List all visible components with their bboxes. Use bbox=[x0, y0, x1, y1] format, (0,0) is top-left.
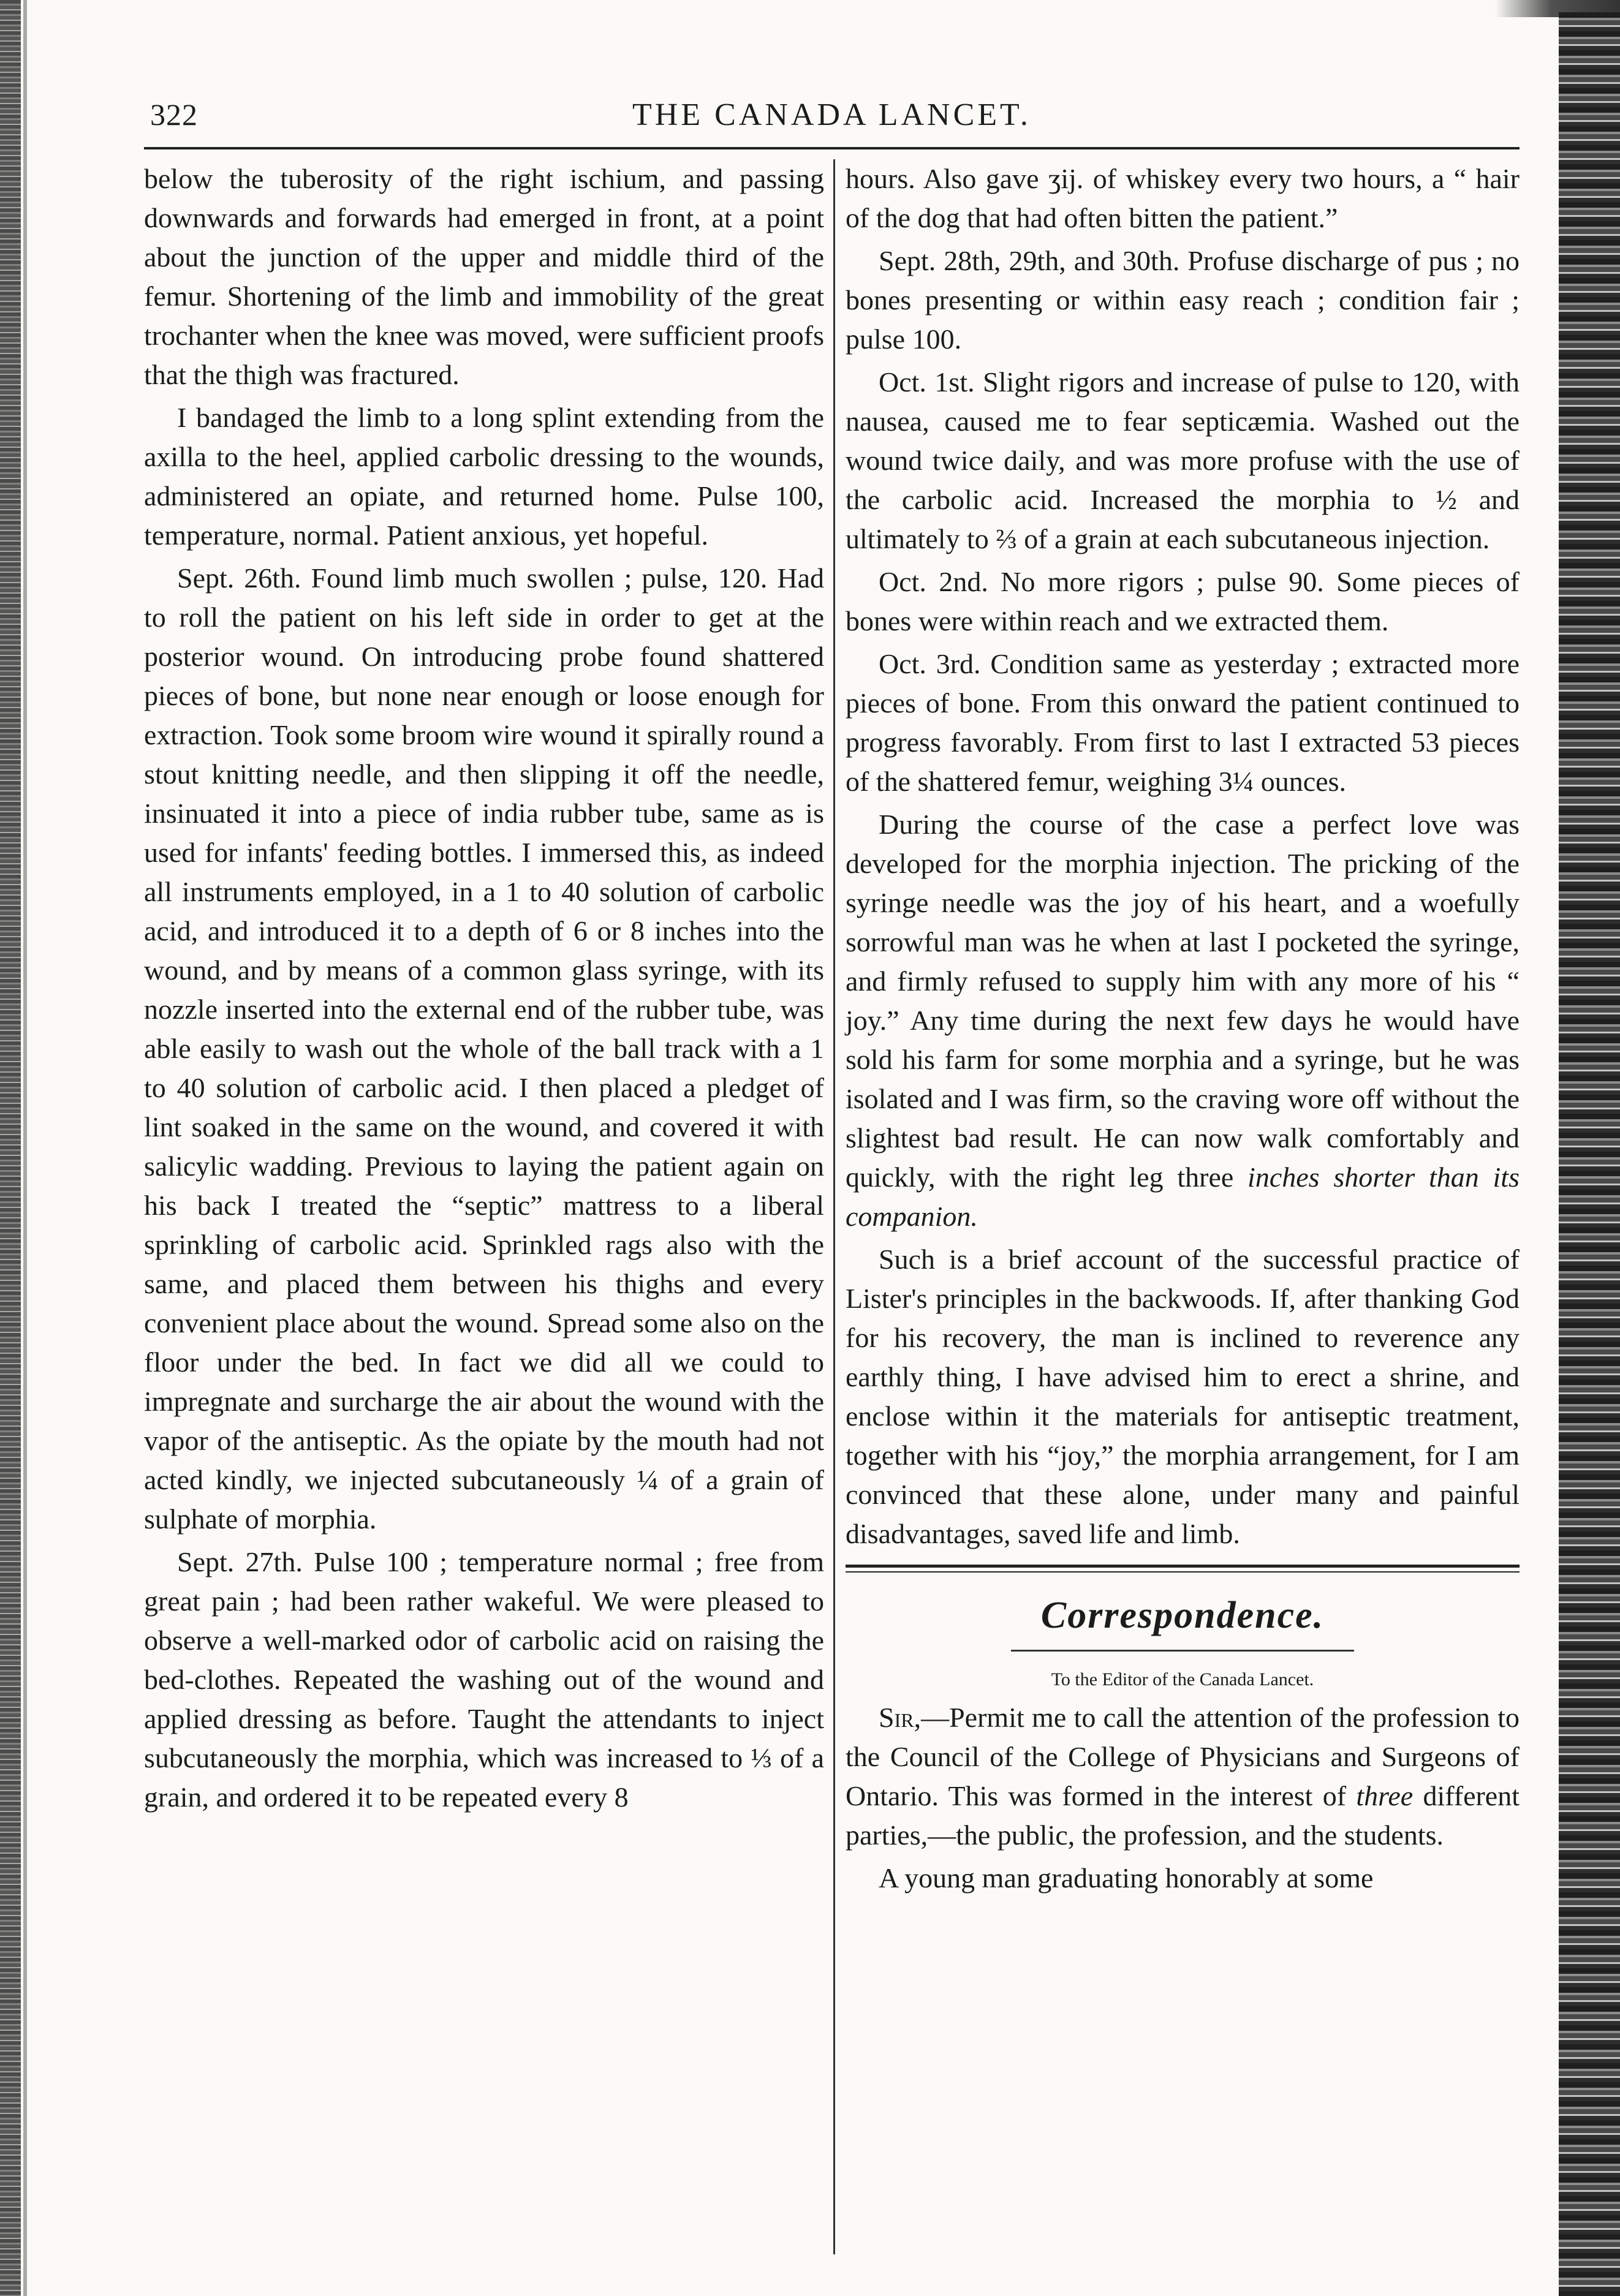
paragraph-sept-28-30: Sept. 28th, 29th, and 30th. Profuse discharge of pus ; no bones presenting or within easy reach ; condition fair ; pulse 100. bbox=[846, 245, 1520, 355]
page-number: 322 bbox=[150, 97, 198, 132]
header-rule bbox=[144, 147, 1520, 149]
paragraph-bandage: I bandaged the limb to a long splint extending from the axilla to the heel, applied carbolic dressing to the wounds, administered an opiate, and returned home. Pulse 100, temperature, normal. Patient anxious, yet hopeful. bbox=[144, 402, 824, 551]
letter-paragraph-1 bbox=[846, 1698, 1520, 1855]
paragraph-sept-27: Sept. 27th. Pulse 100 ; temperature normal ; free from great pain ; had been rather wakeful. We were pleased to observe a well-marked odor of carbolic acid on raising the bed-clothes. Repeated the washing out of the wound and applied dressing as before. Taught the attendants to inject subcutaneously the morphia, which was increased to ⅓ of a grain, and ordered it to be repeated every 8 bbox=[144, 1546, 824, 1813]
morphia-text: During the course of the case a perfect love was developed for the morphia injection. The pricking of the syringe needle was the joy of his heart, and a woefully sorrowful man was he when at last I pocketed the syringe, and firmly refused to supply him with any more of his “ joy.” Any time during the next few days he would have sold his farm for some morphia and a syringe, but he was isolated and I was firm, so the craving wore off without the slightest bad result. He can now walk comfortably and quickly, with the right leg three bbox=[846, 809, 1520, 1193]
letter-text-1: —Permit me to call the attention of the profession to the Council of the College of Physicians and Surgeons of Ontario. This was formed in the interest of bbox=[846, 1702, 1520, 1811]
letter-salutation: Sir, bbox=[879, 1702, 922, 1733]
letter-heading: To the Editor of the Canada Lancet. bbox=[1051, 1669, 1314, 1690]
scan-edge-left-line bbox=[23, 0, 27, 2296]
letter-italic-word: three bbox=[1356, 1780, 1414, 1811]
column-divider bbox=[833, 159, 835, 2254]
left-column bbox=[144, 159, 824, 1821]
section-rule-thin bbox=[846, 1571, 1520, 1573]
paragraph-oct-2: Oct. 2nd. No more rigors ; pulse 90. Some pieces of bones were within reach and we extracted them. bbox=[846, 566, 1520, 636]
paragraph-oct-1: Oct. 1st. Slight rigors and increase of pulse to 120, with nausea, caused me to fear septicæmia. Washed out the wound twice daily, and was more profuse with the use of the carbolic acid. Increased the morphia to ½ and ultimately to ⅔ of a grain at each subcutaneous injection. bbox=[846, 366, 1520, 554]
journal-title: THE CANADA LANCET. bbox=[632, 97, 1031, 132]
scan-edge-left bbox=[0, 0, 21, 2296]
section-rule bbox=[846, 1565, 1520, 1568]
scan-edge-right bbox=[1559, 12, 1620, 2296]
right-column bbox=[846, 159, 1520, 1901]
letter-paragraph-2: A young man graduating honorably at some bbox=[879, 1862, 1374, 1894]
paragraph-morphia-love bbox=[846, 805, 1520, 1236]
paragraph-continuation: below the tuberosity of the right ischium, and passing downwards and forwards had emerged in front, at a point about the junction of the upper and middle third of the femur. Shortening of the limb and immobility of the great trochanter when the knee was moved, were sufficient proofs that the thigh was fractured. bbox=[144, 163, 824, 390]
page-header bbox=[144, 92, 1520, 141]
italic-clause: inches shorter than its companion. bbox=[846, 1161, 1520, 1232]
paragraph-hours: hours. Also gave ʒij. of whiskey every two hours, a “ hair of the dog that had often bitten the patient.” bbox=[846, 163, 1520, 233]
section-sub-rule bbox=[1011, 1650, 1354, 1652]
letter-text-2: different parties,—the public, the profession, and the students. bbox=[846, 1780, 1520, 1851]
paragraph-summary: Such is a brief account of the successful practice of Lister's principles in the backwoods. If, after thanking God for his recovery, the man is inclined to reverence any earthly thing, I have advised him to erect a shrine, and enclose within it the materials for antiseptic treatment, together with his “joy,” the morphia arrangement, for I am convinced that these alone, under many and painful disadvantages, saved life and limb. bbox=[846, 1244, 1520, 1549]
paragraph-sept-26: Sept. 26th. Found limb much swollen ; pulse, 120. Had to roll the patient on his left side in order to get at the posterior wound. On introducing probe found shattered pieces of bone, but none near enough or loose enough for extraction. Took some broom wire wound it spirally round a stout knitting needle, and then slipping it off the needle, insinuated it into a piece of india rubber tube, same as is used for infants' feeding bottles. I immersed this, as indeed all instruments employed, in a 1 to 40 solution of carbolic acid, and introduced it to a depth of 6 or 8 inches into the wound, and by means of a common glass syringe, with its nozzle inserted into the external end of the rubber tube, was able easily to wash out the whole of the ball track with a 1 to 40 solution of carbolic acid. I then placed a pledget of lint soaked in the same on the wound, and covered it with salicylic wadding. Previous to laying the patient again on his back I treated the “septic” mattress to a liberal sprinkling of carbolic acid. Sprinkled rags also with the same, and placed them between his thighs and every convenient place about the wound. Spread some also on the floor under the bed. In fact we did all we could to impregnate and surcharge the air about the wound with the vapor of the antiseptic. As the opiate by the mouth had not acted kindly, we injected subcutaneously ¼ of a grain of sulphate of morphia. bbox=[144, 562, 824, 1535]
section-title: Correspondence. bbox=[1040, 1595, 1325, 1636]
journal-page bbox=[144, 92, 1520, 2279]
paragraph-oct-3: Oct. 3rd. Condition same as yesterday ; extracted more pieces of bone. From this onward the patient continued to progress favorably. From first to last I extracted 53 pieces of the shattered femur, weighing 3¼ ounces. bbox=[846, 648, 1520, 797]
